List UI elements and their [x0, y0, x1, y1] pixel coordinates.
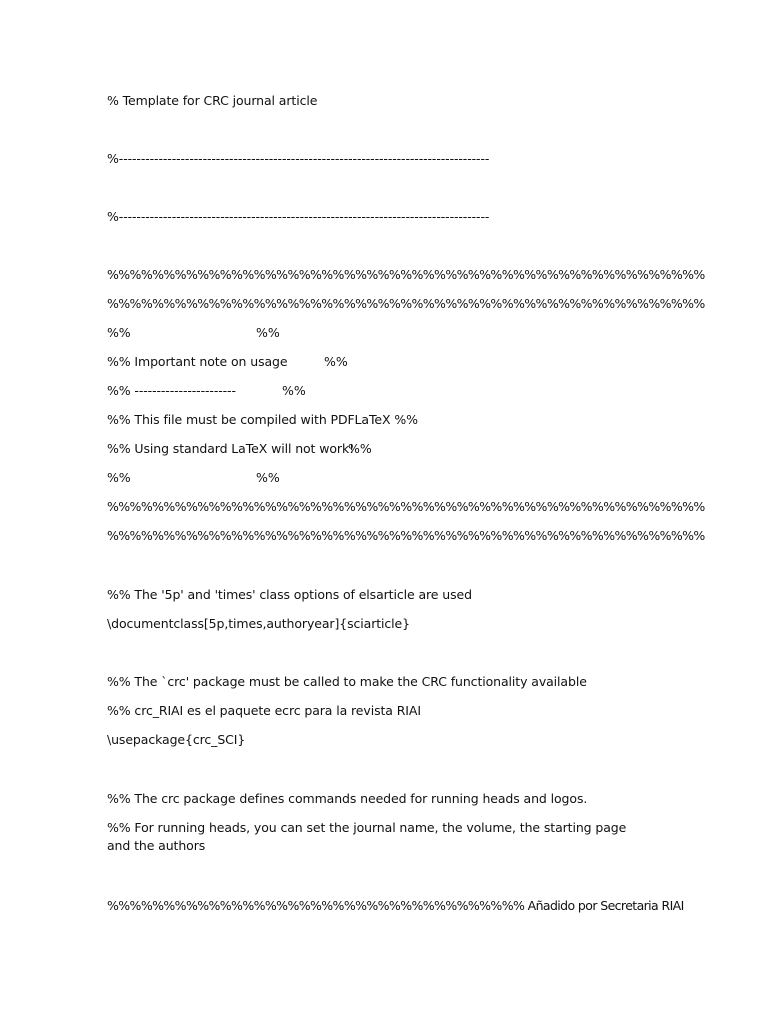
divider-line: %------------------------------------------------------------------------------------ — [107, 209, 490, 224]
pdflatex-note: %% This file must be compiled with PDFLaTeX %% — [107, 412, 418, 427]
secretaria-line: %%%%%%%%%%%%%%%%%%%%%%%%%%%%%%%%%%%%% Añadido por Secretaria RIAI — [107, 898, 684, 913]
box-left: %% — [107, 325, 131, 340]
box-left: %% — [107, 470, 131, 485]
documentclass-line: \documentclass[5p,times,authoryear]{sciarticle} — [107, 616, 411, 631]
running-heads-comment: %% The crc package defines commands needed for running heads and logos. — [107, 791, 588, 806]
box-right: %% — [256, 470, 280, 485]
crc-riai-comment: %% crc_RIAI es el paquete ecrc para la revista RIAI — [107, 703, 421, 718]
important-note: %% Important note on usage — [107, 354, 288, 369]
divider-line: %------------------------------------------------------------------------------------ — [107, 151, 490, 166]
note-underline: %% ----------------------- — [107, 383, 236, 398]
percent-banner: %%%%%%%%%%%%%%%%%%%%%%%%%%%%%%%%%%%%%%%%%%%%%%%%%%%%% — [107, 499, 705, 514]
latex-warning: %% Using standard LaTeX will not work! — [107, 441, 354, 456]
percent-banner: %%%%%%%%%%%%%%%%%%%%%%%%%%%%%%%%%%%%%%%%%%%%%%%%%%%%% — [107, 296, 705, 311]
percent-banner: %%%%%%%%%%%%%%%%%%%%%%%%%%%%%%%%%%%%%%%%%%%%%%%%%%%%% — [107, 528, 705, 543]
percent-banner: %%%%%%%%%%%%%%%%%%%%%%%%%%%%%%%%%%%%%%%%%%%%%%%%%%%%% — [107, 267, 705, 282]
box-right: %% — [256, 325, 280, 340]
box-right: %% — [348, 441, 372, 456]
box-right: %% — [282, 383, 306, 398]
usepackage-line: \usepackage{crc_SCI} — [107, 732, 246, 747]
box-right: %% — [324, 354, 348, 369]
crc-package-comment: %% The `crc' package must be called to make the CRC functionality available — [107, 674, 587, 689]
running-heads-detail: %% For running heads, you can set the journal name, the volume, the starting page and the authors — [107, 820, 627, 853]
template-comment: % Template for CRC journal article — [107, 93, 318, 108]
class-options-comment: %% The '5p' and 'times' class options of elsarticle are used — [107, 587, 472, 602]
